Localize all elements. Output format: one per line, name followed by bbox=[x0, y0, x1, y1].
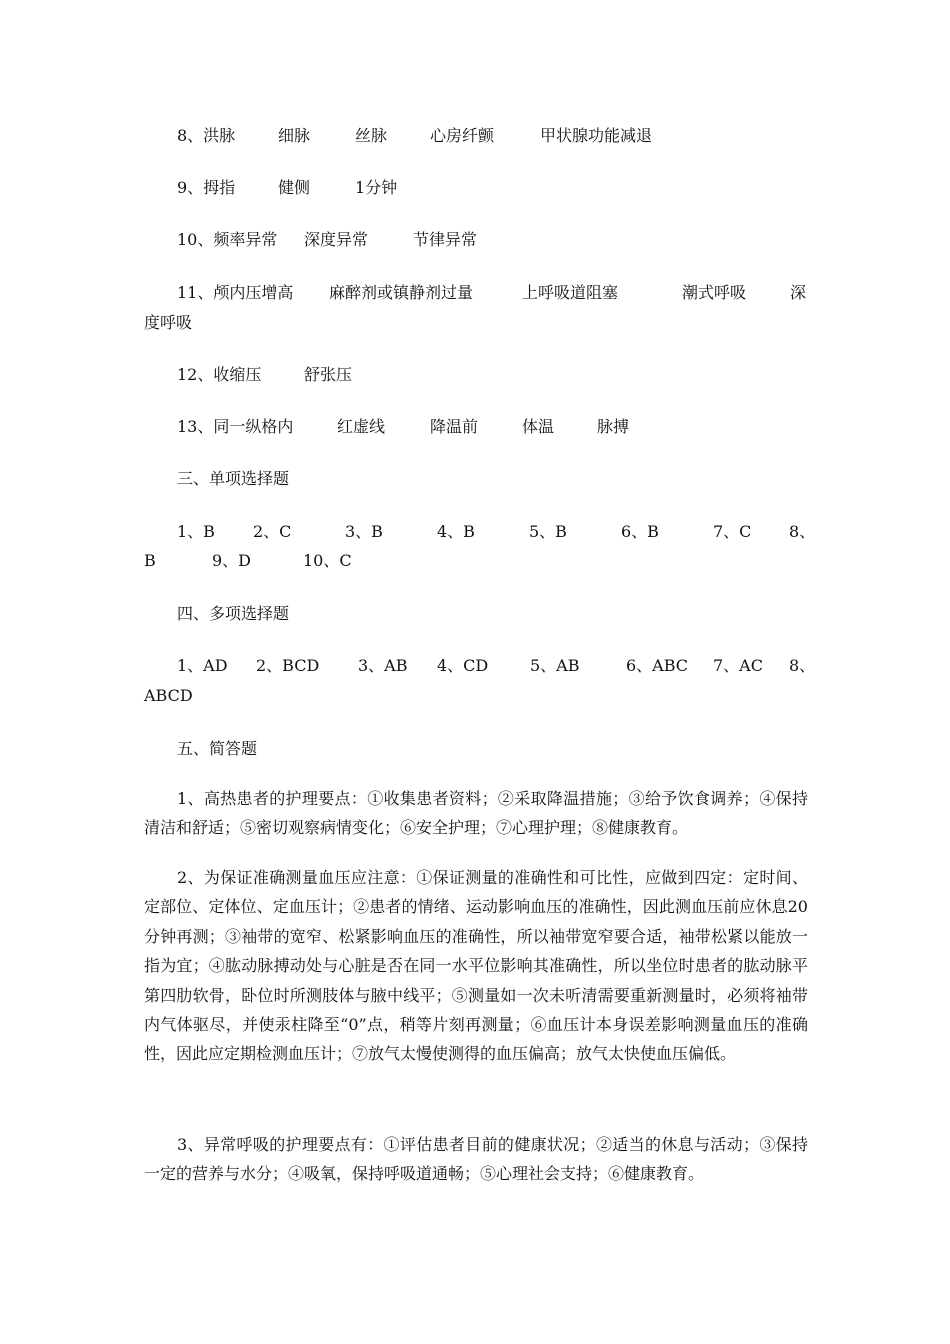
answer-text: 麻醉剂或镇静剂过量 bbox=[329, 283, 474, 302]
answer-text: 5、B bbox=[529, 522, 567, 541]
answer-text: 13、同一纵格内 bbox=[177, 417, 294, 436]
answer-text: 度呼吸 bbox=[144, 313, 193, 332]
answer-text: 4、CD bbox=[437, 656, 489, 675]
answer-text: 节律异常 bbox=[413, 230, 478, 249]
answer-text: 7、AC bbox=[713, 656, 763, 675]
answer-text: 上呼吸道阻塞 bbox=[522, 283, 619, 302]
answer-text: 9、D bbox=[212, 551, 252, 570]
answer-text: 9、拇指 bbox=[177, 178, 236, 197]
answer-text: 脉搏 bbox=[597, 417, 630, 436]
answer-text: 2、BCD bbox=[256, 656, 320, 675]
answer-text: 丝脉 bbox=[355, 126, 388, 145]
answer-text: 潮式呼吸 bbox=[682, 283, 747, 302]
answer-text: 8、 bbox=[789, 656, 816, 675]
answer-text: 甲状腺功能减退 bbox=[540, 126, 653, 145]
answer-text: 4、B bbox=[437, 522, 475, 541]
answer-text: 6、B bbox=[621, 522, 659, 541]
answer-text: 红虚线 bbox=[337, 417, 386, 436]
answer-text: 1、B bbox=[177, 522, 215, 541]
answer-text: 细脉 bbox=[278, 126, 311, 145]
answer-text: 7、C bbox=[713, 522, 752, 541]
answer-text: 1、AD bbox=[177, 656, 228, 675]
answer-text: 2、C bbox=[253, 522, 292, 541]
answer-text: 深度异常 bbox=[304, 230, 369, 249]
answer-text: 舒张压 bbox=[304, 365, 353, 384]
section-heading-multiple-choice: 四、多项选择题 bbox=[177, 604, 290, 623]
section-heading-single-choice: 三、单项选择题 bbox=[177, 469, 290, 488]
answer-text: 10、C bbox=[303, 551, 352, 570]
answer-text: ABCD bbox=[144, 686, 193, 705]
answer-text: 10、频率异常 bbox=[177, 230, 278, 249]
short-answer-paragraph-1: 1、高热患者的护理要点：①收集患者资料；②采取降温措施；③给予饮食调养；④保持清洁和舒适；⑤密切观察病情变化；⑥安全护理；⑦心理护理；⑧健康教育。 bbox=[144, 789, 808, 838]
answer-text: 3、B bbox=[345, 522, 383, 541]
answer-text: B bbox=[144, 551, 156, 570]
answer-text: 3、AB bbox=[358, 656, 408, 675]
answer-text: 5、AB bbox=[530, 656, 580, 675]
answer-text: 12、收缩压 bbox=[177, 365, 262, 384]
answer-text: 降温前 bbox=[430, 417, 479, 436]
section-heading-short-answer: 五、简答题 bbox=[177, 739, 258, 758]
answer-text: 6、ABC bbox=[626, 656, 689, 675]
answer-text: 8、洪脉 bbox=[177, 126, 236, 145]
answer-text: 11、颅内压增高 bbox=[177, 283, 294, 302]
answer-text: 心房纤颤 bbox=[430, 126, 495, 145]
short-answer-paragraph-3: 3、异常呼吸的护理要点有：①评估患者目前的健康状况；②适当的休息与活动；③保持一定的营养与水分；④吸氧，保持呼吸道通畅；⑤心理社会支持；⑥健康教育。 bbox=[144, 1135, 808, 1184]
answer-text: 深 bbox=[790, 283, 807, 302]
answer-text: 健侧 bbox=[278, 178, 311, 197]
answer-text: 1分钟 bbox=[355, 178, 398, 197]
answer-text: 8、 bbox=[789, 522, 816, 541]
short-answer-paragraph-2: 2、为保证准确测量血压应注意：①保证测量的准确性和可比性，应做到四定：定时间、定部位、定体位、定血压计；②患者的情绪、运动影响血压的准确性，因此测血压前应休息20分钟再测；③袖带的宽窄、松紧影响血压的准确性，所以袖带宽窄要合适，袖带松紧以能放一指为宜；④肱动脉搏动处与心脏是否在同一水平位影响其准确性，所以坐位时患者的肱动脉平第四肋软骨，卧位时所测肢体与腋中线平；⑤测量如一次未听清需要重新测量时，必须将袖带内气体驱尽，并使汞柱降至“0”点，稍等片刻再测量；⑥血压计本身误差影响测量血压的准确性，因此应定期检测血压计；⑦放气太慢使测得的血压偏高；放气太快使血压偏低。 bbox=[144, 868, 808, 1064]
answer-text: 体温 bbox=[522, 417, 555, 436]
